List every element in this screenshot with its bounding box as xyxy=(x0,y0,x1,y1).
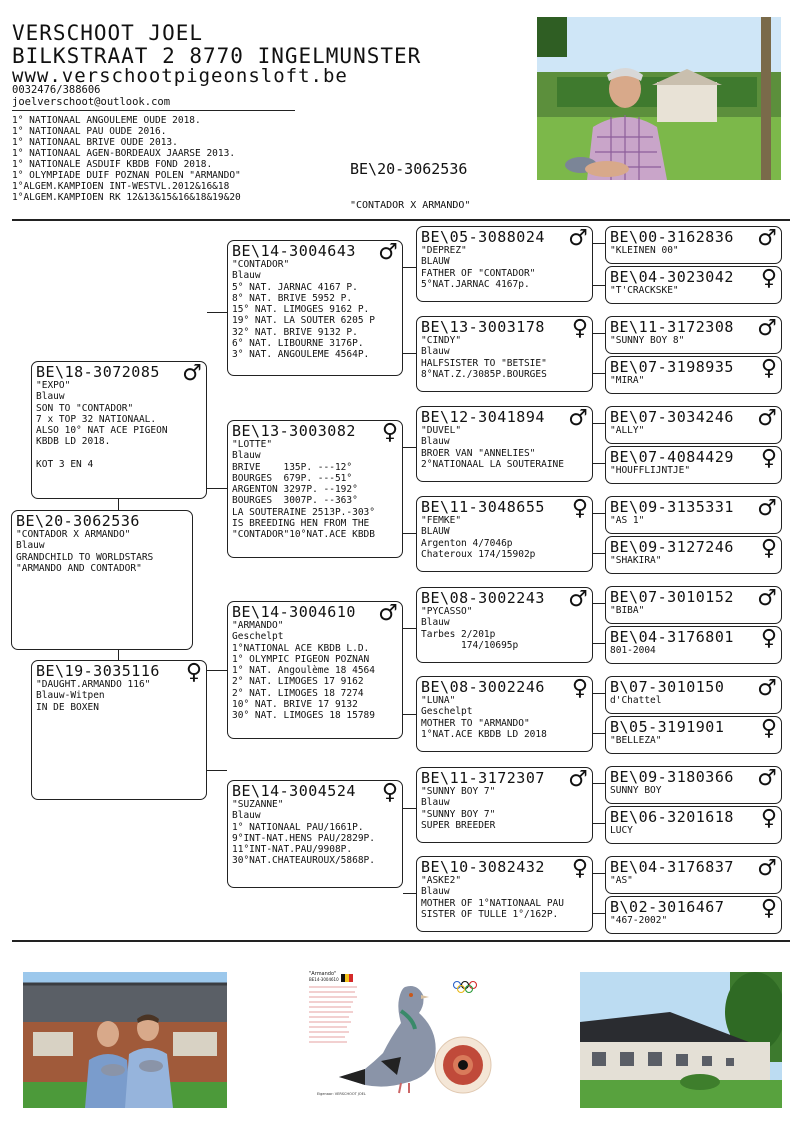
ring-number: B\07-3010150 xyxy=(610,678,725,696)
pigeon-name: LUCY xyxy=(610,825,633,836)
bottom-divider xyxy=(12,940,790,942)
ring-number: BE\08-3002246 xyxy=(421,678,545,696)
pedigree-card-dss[interactable] xyxy=(416,587,593,663)
male-icon: ♂ xyxy=(757,856,777,881)
pedigree-card-subject[interactable] xyxy=(11,510,193,650)
pigeon-name: "ALLY" xyxy=(610,425,645,436)
pedigree-card-dds[interactable] xyxy=(416,767,593,843)
pigeon-name: "SHAKIRA" xyxy=(610,555,662,566)
result-line: KOT 3 EN 4 xyxy=(36,459,94,471)
header-underline xyxy=(12,110,295,111)
pigeon-name: "MIRA" xyxy=(610,375,645,386)
pedigree-card-gg[interactable] xyxy=(605,536,782,574)
pigeon-color: Blauw xyxy=(36,391,65,403)
result-line: 6° NAT. LIBOURNE 3176P. xyxy=(232,338,364,350)
result-line: 32° NAT. BRIVE 9132 P. xyxy=(232,326,358,338)
female-icon: ♀ xyxy=(760,266,777,291)
ring-number: BE\07-3198935 xyxy=(610,358,734,376)
pigeon-color: Blauw xyxy=(421,797,450,809)
result-line: BROER VAN "ANNELIES" xyxy=(421,447,536,459)
male-icon: ♂ xyxy=(757,316,777,341)
male-icon: ♂ xyxy=(568,587,588,612)
card-title: "Armando" xyxy=(309,971,337,977)
pigeon-name: "CINDY" xyxy=(421,335,462,346)
male-icon: ♂ xyxy=(568,226,588,251)
female-icon: ♀ xyxy=(381,780,398,805)
achievement-line: 1° NATIONAAL AGEN-BORDEAUX JAARSE 2013. xyxy=(12,148,236,159)
pigeon-name: "AS 1" xyxy=(610,515,645,526)
pigeon-name: "DEPREZ" xyxy=(421,245,467,256)
result-line: 5°NAT.JARNAC 4167p. xyxy=(421,278,530,290)
pigeon-name: "SUNNY BOY 8" xyxy=(610,335,685,346)
pedigree-card-gg[interactable] xyxy=(605,316,782,354)
ring-number: BE\19-3035116 xyxy=(36,662,160,680)
result-line: 11°INT-NAT.PAU/9908P. xyxy=(232,844,353,856)
pigeon-color: BLAUW xyxy=(421,526,450,538)
female-icon: ♀ xyxy=(760,716,777,741)
result-line: GRANDCHILD TO WORLDSTARS xyxy=(16,551,154,563)
ring-number: BE\09-3135331 xyxy=(610,498,734,516)
result-line: Argenton 4/7046p xyxy=(421,537,513,549)
result-line: 1° OLYMPIC PIGEON POZNAN xyxy=(232,653,370,665)
achievement-line: 1° NATIONAAL BRIVE OUDE 2013. xyxy=(12,137,178,148)
result-line: 8° NAT. BRIVE 5952 P. xyxy=(232,292,353,304)
pigeon-name: SUNNY BOY xyxy=(610,785,662,796)
pigeon-name: "DUVEL" xyxy=(421,425,462,436)
male-icon: ♂ xyxy=(378,240,398,265)
female-icon: ♀ xyxy=(571,676,588,701)
ring-number: B\05-3191901 xyxy=(610,718,725,736)
achievement-line: 1° NATIONAAL PAU OUDE 2016. xyxy=(12,126,167,137)
pigeon-name: "BELLEZA" xyxy=(610,735,662,746)
pedigree-card-gg[interactable] xyxy=(605,626,782,664)
pedigree-card-gg[interactable] xyxy=(605,446,782,484)
female-icon: ♀ xyxy=(571,856,588,881)
pigeon-name: "DAUGHT.ARMANDO 116" xyxy=(36,679,151,690)
achievement-line: 1° OLYMPIADE DUIF POZNAN POLEN "ARMANDO" xyxy=(12,170,241,181)
pedigree-card-gg[interactable] xyxy=(605,716,782,754)
ring-number: BE\04-3176801 xyxy=(610,628,734,646)
result-line: 1° NATIONAAL PAU/1661P. xyxy=(232,821,364,833)
pedigree-card-gg[interactable] xyxy=(605,896,782,934)
breeder-address: BILKSTRAAT 2 8770 INGELMUNSTER xyxy=(12,44,422,68)
ring-number: BE\18-3072085 xyxy=(36,363,160,381)
pedigree-card-gg[interactable] xyxy=(605,586,782,624)
result-line: 2° NAT. LIMOGES 18 7274 xyxy=(232,687,364,699)
pigeon-name: "CONTADOR" xyxy=(232,259,290,270)
armando-promo-card xyxy=(305,965,495,1100)
result-line: SON TO "CONTADOR" xyxy=(36,402,134,414)
ring-number: B\02-3016467 xyxy=(610,898,725,916)
ring-number: BE\10-3082432 xyxy=(421,858,545,876)
pedigree-card-gg[interactable] xyxy=(605,856,782,894)
ring-number: BE\04-3023042 xyxy=(610,268,734,286)
result-line: 5° NAT. JARNAC 4167 P. xyxy=(232,281,358,293)
female-icon: ♀ xyxy=(760,356,777,381)
male-icon: ♂ xyxy=(757,766,777,791)
result-line: 7 x TOP 32 NATIONAAL. xyxy=(36,413,157,425)
result-line: 2°NATIONAAL LA SOUTERAINE xyxy=(421,458,564,470)
result-line xyxy=(36,448,202,459)
pedigree-card-gg[interactable] xyxy=(605,806,782,844)
result-line: 19° NAT. LA SOUTER 6205 P xyxy=(232,315,375,327)
pigeon-color: BLAUW xyxy=(421,256,450,268)
female-icon: ♀ xyxy=(760,626,777,651)
pigeon-name: "FEMKE" xyxy=(421,515,462,526)
result-line: 15° NAT. LIMOGES 9162 P. xyxy=(232,304,370,316)
pigeon-color: Blauw xyxy=(16,540,45,552)
pedigree-card-dam[interactable] xyxy=(31,660,207,800)
result-line: MOTHER TO "ARMANDO" xyxy=(421,717,530,729)
female-icon: ♀ xyxy=(571,496,588,521)
result-line: 1° NAT. Angoulème 18 4564 xyxy=(232,665,375,677)
pedigree-card-ssd[interactable] xyxy=(416,316,593,392)
pigeon-name: "HOUFFLIJNTJE" xyxy=(610,465,691,476)
result-line: 1°NAT.ACE KBDB LD 2018 xyxy=(421,728,547,740)
result-line: 2° NAT. LIMOGES 17 9162 xyxy=(232,676,364,688)
pigeon-color: Blauw xyxy=(421,436,450,448)
pigeon-name: "KLEINEN 00" xyxy=(610,245,679,256)
pedigree-card-gg[interactable] xyxy=(605,406,782,444)
breeder-website[interactable]: www.verschootpigeonsloft.be xyxy=(12,65,348,87)
ring-number: BE\14-3004643 xyxy=(232,242,356,260)
male-icon: ♂ xyxy=(757,226,777,251)
pigeon-name: 801-2004 xyxy=(610,645,656,656)
ring-number: BE\11-3172307 xyxy=(421,769,545,787)
male-icon: ♂ xyxy=(378,601,398,626)
pigeon-name: "ARMANDO" xyxy=(232,620,284,631)
result-line: SISTER OF TULLE 1°/162P. xyxy=(421,908,559,920)
male-icon: ♂ xyxy=(757,676,777,701)
breeder-name: VERSCHOOT JOEL xyxy=(12,21,204,45)
breeder-phone: 0032476/388606 xyxy=(12,84,101,96)
result-line: SUPER BREEDER xyxy=(421,819,496,831)
achievement-line: 1° NATIONALE ASDUIF KBDB FOND 2018. xyxy=(12,159,213,170)
pigeon-name: "PYCASSO" xyxy=(421,606,473,617)
card-ring: BE14-3004610 xyxy=(309,977,339,982)
pedigree-card-gg[interactable] xyxy=(605,496,782,534)
ring-number: BE\14-3004610 xyxy=(232,603,356,621)
result-line: Tarbes 2/201p xyxy=(421,628,496,640)
result-line: 174/10695p xyxy=(421,639,519,651)
male-icon: ♂ xyxy=(182,361,202,386)
male-icon: ♂ xyxy=(568,406,588,431)
result-line: 1°NATIONAL ACE KBDB L.D. xyxy=(232,642,370,654)
achievements-list xyxy=(12,115,241,203)
result-line: 30°NAT.CHATEAUROUX/5868P. xyxy=(232,855,375,867)
ring-number: BE\07-3034246 xyxy=(610,408,734,426)
male-icon: ♂ xyxy=(757,406,777,431)
ring-number: BE\14-3004524 xyxy=(232,782,356,800)
pigeon-color: Blauw xyxy=(421,886,450,898)
ring-number: BE\07-4084429 xyxy=(610,448,734,466)
achievement-line: 1°ALGEM.KAMPIOEN RK 12&13&15&16&18&19&20 xyxy=(12,192,241,203)
result-line: IN DE BOXEN xyxy=(36,701,99,713)
top-divider xyxy=(12,219,790,221)
pedigree-card-gg[interactable] xyxy=(605,356,782,394)
achievement-line: 1° NATIONAAL ANGOULEME OUDE 2018. xyxy=(12,115,201,126)
achievement-line: 1°ALGEM.KAMPIOEN INT-WESTVL.2012&16&18 xyxy=(12,181,230,192)
ring-number: BE\07-3010152 xyxy=(610,588,734,606)
pigeon-name: "CONTADOR X ARMANDO" xyxy=(16,529,131,540)
result-line: BOURGES 3007P. --363° xyxy=(232,495,358,507)
pigeon-name: "SUZANNE" xyxy=(232,799,284,810)
loft-building-photo xyxy=(580,972,782,1108)
result-line: 9°INT-NAT.HENS PAU/2829P. xyxy=(232,832,375,844)
pedigree-card-ds[interactable] xyxy=(227,601,403,739)
pedigree-card-dsd[interactable] xyxy=(416,676,593,752)
pigeon-name: d'Chattel xyxy=(610,695,662,706)
pigeon-color: Blauw xyxy=(232,810,261,822)
pigeon-name: "SUNNY BOY 7" xyxy=(421,786,496,797)
pedigree-card-gg[interactable] xyxy=(605,226,782,264)
pigeon-name: "EXPO" xyxy=(36,380,71,391)
pedigree-card-sd[interactable] xyxy=(227,420,403,558)
ring-number: BE\11-3172308 xyxy=(610,318,734,336)
result-line: "SUNNY BOY 7" xyxy=(421,808,496,820)
header-title: "CONTADOR X ARMANDO" xyxy=(350,200,471,211)
result-line: ALSO 10° NAT ACE PIGEON xyxy=(36,425,168,437)
pigeon-name: "BIBA" xyxy=(610,605,645,616)
result-line: "ARMANDO AND CONTADOR" xyxy=(16,562,142,574)
pigeon-name: "ASKE2" xyxy=(421,875,462,886)
result-line: ARGENTON 3297P. --192° xyxy=(232,484,358,496)
pigeon-name: "LOTTE" xyxy=(232,439,273,450)
pedigree-card-ss[interactable] xyxy=(227,240,403,376)
pigeon-name: "467-2002" xyxy=(610,915,668,926)
breeder-email[interactable]: joelverschoot@outlook.com xyxy=(12,96,171,108)
ring-number: BE\00-3162836 xyxy=(610,228,734,246)
pedigree-card-sss[interactable] xyxy=(416,226,593,302)
ring-number: BE\11-3048655 xyxy=(421,498,545,516)
result-line: "CONTADOR"10°NAT.ACE KBDB xyxy=(232,529,375,541)
pedigree-card-ddd[interactable] xyxy=(416,856,593,932)
result-line: LA SOUTERAINE 2513P.-303° xyxy=(232,506,375,518)
pedigree-card-dd[interactable] xyxy=(227,780,403,888)
pigeon-color: Blauw xyxy=(232,270,261,282)
result-line: IS BREEDING HEN FROM THE xyxy=(232,518,370,530)
header-ring: BE\20-3062536 xyxy=(350,160,468,178)
ring-number: BE\04-3176837 xyxy=(610,858,734,876)
female-icon: ♀ xyxy=(185,660,202,685)
pigeon-name: "T'CRACKSKE" xyxy=(610,285,679,296)
ring-number: BE\05-3088024 xyxy=(421,228,545,246)
female-icon: ♀ xyxy=(760,806,777,831)
ring-number: BE\06-3201618 xyxy=(610,808,734,826)
result-line: 3° NAT. ANGOULEME 4564P. xyxy=(232,349,370,361)
pigeon-color: Blauw xyxy=(421,346,450,358)
result-line: FATHER OF "CONTADOR" xyxy=(421,267,536,279)
result-line: Chateroux 174/15902p xyxy=(421,548,536,560)
breeder-photo xyxy=(537,17,781,180)
pigeon-color: Geschelpt xyxy=(232,631,284,643)
pedigree-card-sire[interactable] xyxy=(31,361,207,499)
pedigree-card-gg[interactable] xyxy=(605,676,782,714)
female-icon: ♀ xyxy=(760,536,777,561)
result-line: 10° NAT. BRIVE 17 9132 xyxy=(232,699,358,711)
result-line: 8°NAT.Z./3085P.BOURGES xyxy=(421,368,547,380)
result-line: MOTHER OF 1°NATIONAAL PAU xyxy=(421,897,564,909)
loft-team-photo xyxy=(23,972,227,1108)
female-icon: ♀ xyxy=(760,896,777,921)
male-icon: ♂ xyxy=(568,767,588,792)
female-icon: ♀ xyxy=(571,316,588,341)
pedigree-card-gg[interactable] xyxy=(605,766,782,804)
ring-number: BE\13-3003178 xyxy=(421,318,545,336)
ring-number: BE\20-3062536 xyxy=(16,512,140,530)
ring-number: BE\09-3180366 xyxy=(610,768,734,786)
pigeon-name: "AS" xyxy=(610,875,633,886)
ring-number: BE\08-3002243 xyxy=(421,589,545,607)
result-line: BRIVE 135P. ---12° xyxy=(232,461,353,473)
pigeon-color: Blauw xyxy=(421,617,450,629)
female-icon: ♀ xyxy=(760,446,777,471)
pigeon-color: Geschelpt xyxy=(421,706,473,718)
pigeon-color: Blauw xyxy=(232,450,261,462)
result-line: KBDB LD 2018. xyxy=(36,436,111,448)
pedigree-card-sdd[interactable] xyxy=(416,496,593,572)
male-icon: ♂ xyxy=(757,586,777,611)
result-line: BOURGES 679P. ---51° xyxy=(232,472,353,484)
pedigree-card-sds[interactable] xyxy=(416,406,593,482)
pigeon-name: "LUNA" xyxy=(421,695,456,706)
card-owner: Eigenaar: VERSCHOOT JOEL xyxy=(317,1092,366,1096)
ring-number: BE\09-3127246 xyxy=(610,538,734,556)
result-line: 30° NAT. LIMOGES 18 15789 xyxy=(232,710,375,722)
ring-number: BE\12-3041894 xyxy=(421,408,545,426)
result-line: HALFSISTER TO "BETSIE" xyxy=(421,357,547,369)
female-icon: ♀ xyxy=(381,420,398,445)
male-icon: ♂ xyxy=(757,496,777,521)
pedigree-card-gg[interactable] xyxy=(605,266,782,304)
ring-number: BE\13-3003082 xyxy=(232,422,356,440)
pigeon-color: Blauw-Witpen xyxy=(36,690,105,702)
